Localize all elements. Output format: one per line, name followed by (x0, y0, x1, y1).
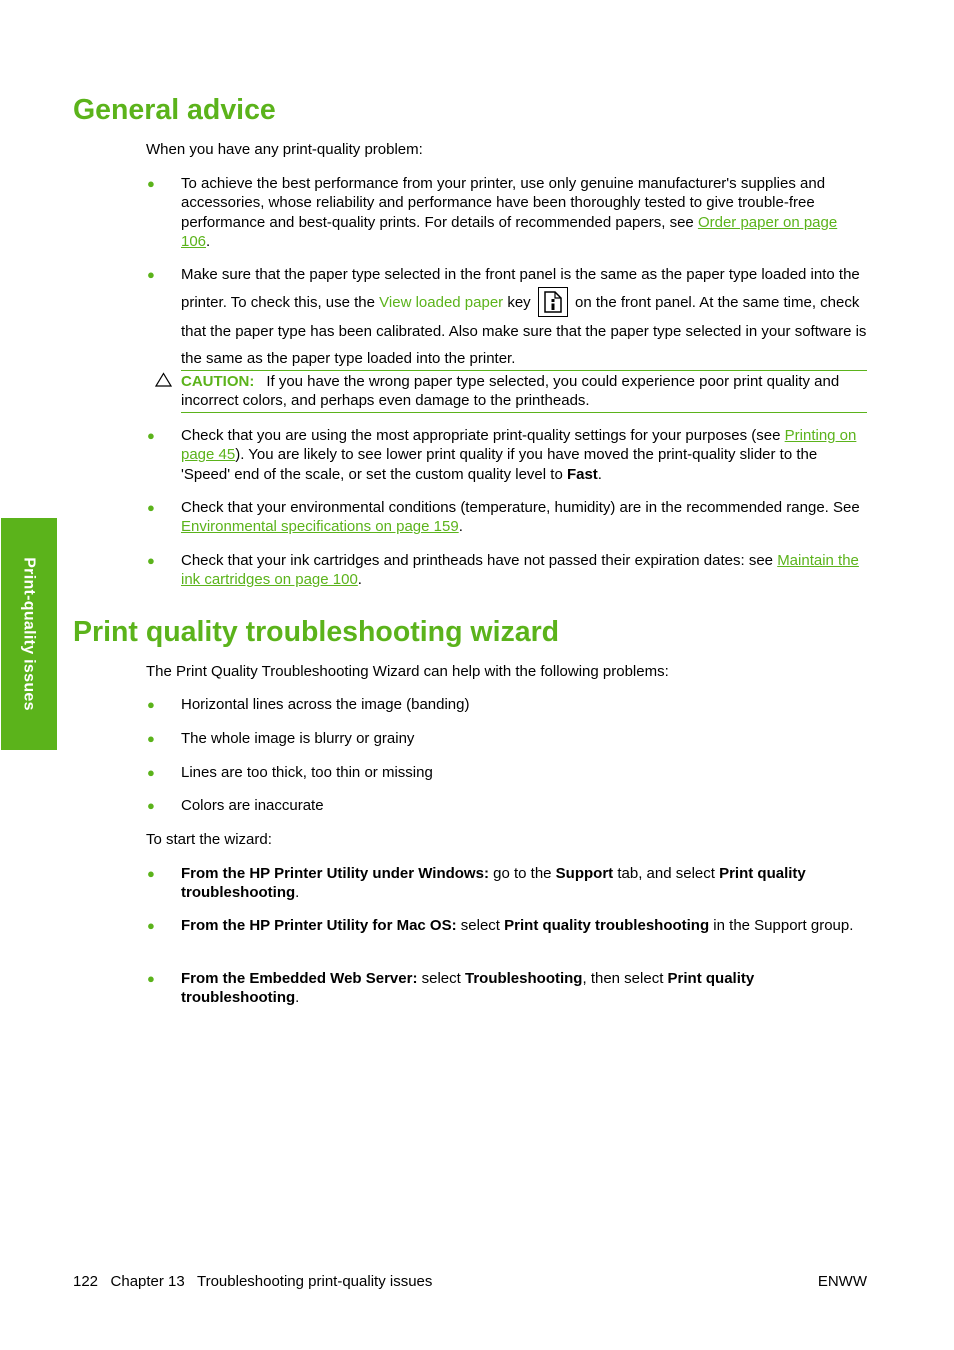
bullet-icon: ● (147, 176, 155, 191)
wizard-intro: The Print Quality Troubleshooting Wizard can help with the following problems: (146, 663, 669, 680)
side-tab-label: Print-quality issues (20, 557, 38, 711)
list-item: ● Horizontal lines across the image (banding) (147, 696, 470, 713)
bullet-icon: ● (147, 428, 155, 443)
caution-note (181, 370, 867, 413)
start-wizard-label: To start the wizard: (146, 831, 272, 848)
page-footer (73, 1272, 867, 1291)
general-advice-intro: When you have any print-quality problem: (146, 141, 423, 158)
bullet-icon: ● (147, 697, 155, 712)
bullet-icon: ● (147, 866, 155, 881)
environmental-specs-link[interactable]: Environmental specifications on page 159 (181, 518, 459, 536)
caution-label: CAUTION: (181, 373, 255, 390)
printing-link[interactable]: Printing on page 45 (181, 427, 857, 464)
list-item: ● From the HP Printer Utility for Mac OS: select Print quality troubleshooting in the Support group. (147, 917, 854, 934)
bullet-icon: ● (147, 765, 155, 780)
caution-text: If you have the wrong paper type selected, you could experience poor print quality and incorrect colors, and perhaps even damage to the printheads. (181, 373, 840, 410)
list-item: ● Lines are too thick, too thin or missing (147, 764, 433, 781)
maintain-cartridges-link[interactable]: Maintain the ink cartridges on page 100 (181, 552, 859, 589)
bullet-icon: ● (147, 971, 155, 986)
list-item: ● From the HP Printer Utility under Windows: go to the Support tab, and select Print quality troubleshooting. (147, 865, 806, 902)
footer-chapter: 122 Chapter 13 Troubleshooting print-quality issues (73, 1273, 433, 1290)
list-item: ● Check that you are using the most appropriate print-quality settings for your purposes (see Printing on page 45). You are likely to see lower print quality if you have moved the print-quality slider to the 'Speed' end of the scale, or set the custom quality level to Fast. (147, 427, 857, 483)
section-title-wizard: Print quality troubleshooting wizard (73, 616, 560, 648)
bullet-icon: ● (147, 267, 155, 282)
caution-triangle-icon (155, 372, 172, 392)
bullet-icon: ● (147, 731, 155, 746)
section-title-general-advice: General advice (73, 94, 276, 126)
footer-right: ENWW (817, 1273, 867, 1290)
bullet-icon: ● (147, 798, 155, 813)
bullet-icon: ● (147, 553, 155, 568)
list-item: ● Make sure that the paper type selected in the front panel is the same as the paper type loaded into the printer. To check this, use the View loaded paper key on the front panel. At the same time, check that the paper type has been calibrated. Also make sure that the paper type selected in your software is the same as the paper type loaded into the printer. (147, 266, 867, 367)
list-item: ● To achieve the best performance from your printer, use only genuine manufacturer's supplies and accessories, whose reliability and performance have been thoroughly tested to give trouble-free performance and best-quality prints. For details of recommended papers, see Order paper on page 106. (147, 175, 838, 250)
list-item: ● Check that your ink cartridges and printheads have not passed their expiration dates: see Maintain the ink cartridges on page 100. (147, 552, 859, 589)
list-item: ● From the Embedded Web Server: select Troubleshooting, then select Print quality troubleshooting. (147, 970, 755, 1007)
order-paper-link[interactable]: Order paper on page 106 (181, 213, 838, 250)
view-loaded-paper-ref: View loaded paper (379, 293, 504, 311)
side-tab (1, 518, 57, 750)
list-item: ● Check that your environmental conditions (temperature, humidity) are in the recommended range. See Environmental specifications on page 159. (147, 499, 860, 536)
bullet-icon: ● (147, 918, 155, 933)
info-key-icon (538, 287, 568, 317)
list-item: ● The whole image is blurry or grainy (147, 730, 415, 747)
bullet-icon: ● (147, 500, 155, 515)
list-item: ● Colors are inaccurate (147, 797, 324, 814)
